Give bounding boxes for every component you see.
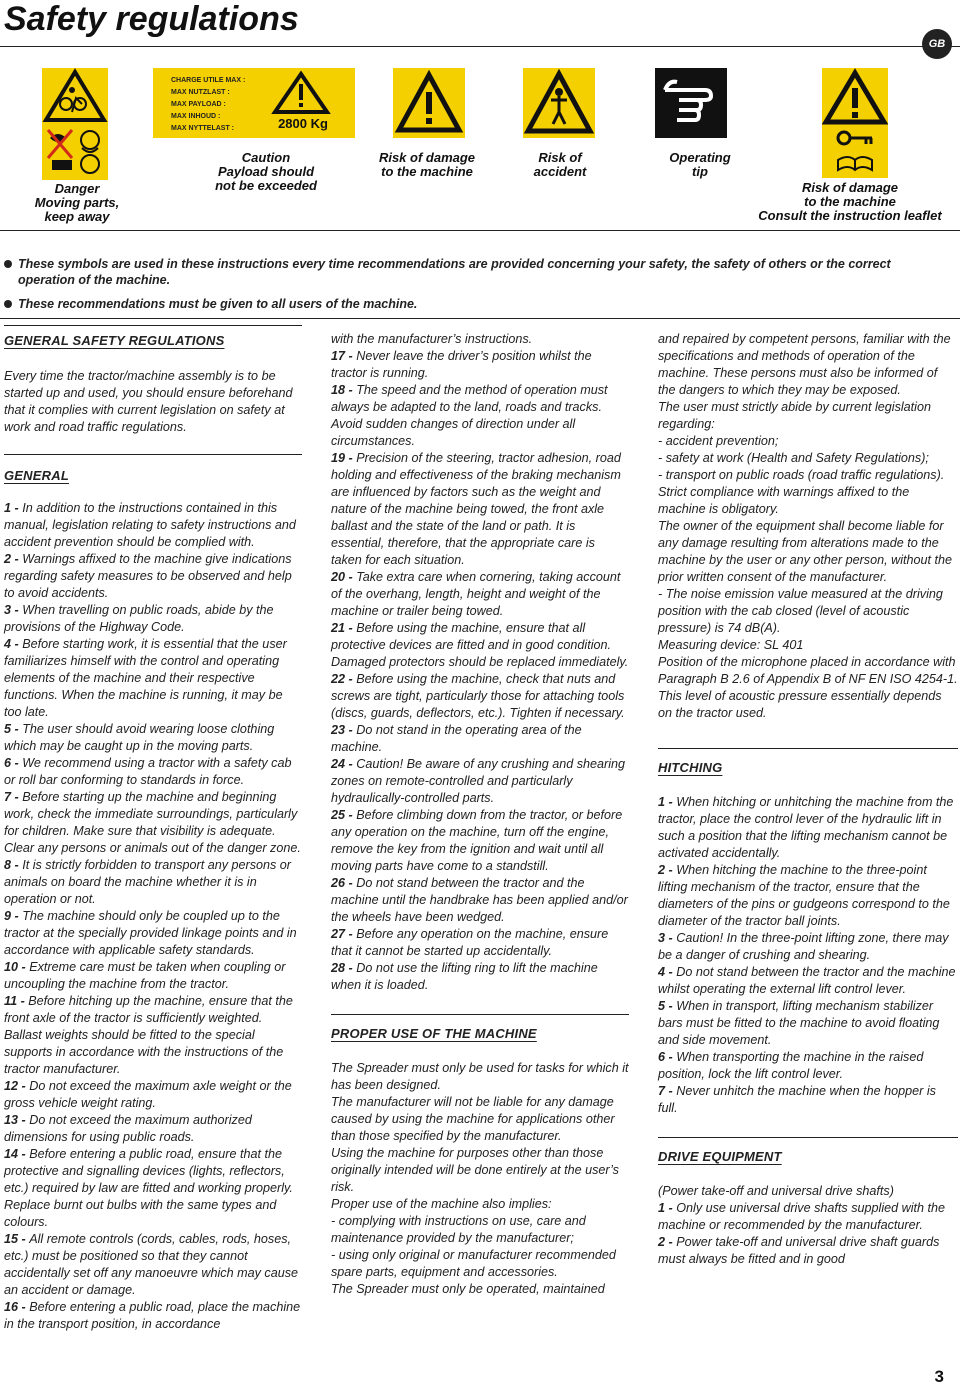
paragraph: with the manufacturer’s instructions. — [331, 332, 533, 346]
page-number: 3 — [934, 1367, 944, 1386]
section-heading: GENERAL SAFETY REGULATIONS — [4, 333, 225, 348]
item-number: 7 — [4, 790, 12, 804]
numbered-item: 13 - Do not exceed the maximum authorized dimensions for using public roads. — [4, 1113, 252, 1144]
section-heading: PROPER USE OF THE MACHINE — [331, 1026, 537, 1041]
numbered-item: 27 - Before any operation on the machine, ensure that it cannot be started up accidentally. — [331, 927, 609, 958]
paragraph: Using the machine for purposes other than those originally intended will be done entirely at the user’s risk. — [331, 1146, 619, 1194]
numbered-item: 2 - Warnings affixed to the machine give indications regarding safety measures to be observed and help to avoid accidents. — [4, 552, 292, 600]
item-number: 7 — [658, 1084, 666, 1098]
item-text: We recommend using a tractor with a safety cab or roll bar conforming to standards in force. — [4, 756, 292, 787]
section-heading: DRIVE EQUIPMENT — [658, 1149, 782, 1164]
symbol-caption: Risk of accident — [533, 150, 587, 179]
item-text: Do not stand between the tractor and the machine whilst operating the external lift control lever. — [658, 965, 956, 996]
item-number: 5 — [658, 999, 666, 1013]
item-number: 11 — [4, 994, 18, 1008]
paragraph: - The noise emission value measured at the driving position with the cab closed (level of acoustic pressure) is 74 dB(A). — [658, 587, 943, 635]
paragraph: Measuring device: SL 401 — [658, 638, 804, 652]
item-number: 1 — [658, 1201, 666, 1215]
item-number: 1 — [4, 501, 12, 515]
risk-of-damage-sign — [393, 68, 465, 138]
item-text: When transporting the machine in the raised position, lock the lift control lever. — [658, 1050, 924, 1081]
numbered-item: 6 - When transporting the machine in the raised position, lock the lift control lever. — [658, 1050, 924, 1081]
item-text: The speed and the method of operation must always be adapted to the land, roads and tracks. Avoid sudden changes of direction under all circumstances. — [331, 383, 608, 448]
numbered-item: 20 - Take extra care when cornering, taking account of the overhang, length, height and weight of the machine or trailer being towed. — [331, 570, 621, 618]
item-number: 22 — [331, 672, 346, 686]
item-text: Before using the machine, check that nuts and screws are tight, particularly those for attaching tools (discs, guards, deflectors, etc.). Tighten if necessary. — [331, 672, 625, 720]
item-number: 2 — [658, 863, 666, 877]
item-number: 8 — [4, 858, 12, 872]
symbol-caption: Danger Moving parts, keep away — [34, 181, 120, 224]
item-number: 2 — [4, 552, 12, 566]
item-text: Caution! Be aware of any crushing and shearing zones on remote-controlled and particularly hydraulically-controlled parts. — [331, 757, 626, 805]
page-title: Safety regulations — [4, 0, 299, 38]
risk-of-accident-sign — [523, 68, 595, 138]
item-number: 18 — [331, 383, 346, 397]
paragraph: The manufacturer will not be liable for any damage caused by using the machine for applications other than those specified by the manufacturer. — [331, 1095, 615, 1143]
numbered-item: 7 - Before starting up the machine and beginning work, check the immediate surroundings, particularly for children. Make sure that visibility is adequate. Clear any persons or animals out of the danger zone. — [4, 790, 301, 855]
item-number: 6 — [4, 756, 12, 770]
item-number: 17 — [331, 349, 346, 363]
paragraph: (Power take-off and universal drive shafts) — [658, 1184, 894, 1198]
item-text: Precision of the steering, tractor adhesion, road holding and effectiveness of the braking mechanism are influenced by factors such as the weight and nature of the machine being towed, the front axle ballast and the state of the land or path. It is essential, therefore, that the appropriate care is taken for each situation. — [331, 451, 621, 567]
payload-plate-line: CHARGE UTILE MAX : — [171, 77, 246, 84]
paragraph: The Spreader must only be used for tasks for which it has been designed. — [331, 1061, 629, 1092]
numbered-item: 25 - Before climbing down from the tractor, or before any operation on the machine, turn off the engine, remove the key from the ignition and wait until all moving parts have come to a standstill. — [331, 808, 623, 873]
symbol-caption: Risk of damage to the machine — [378, 150, 476, 179]
numbered-item: 2 - Power take-off and universal drive shaft guards must always be fitted and in good — [658, 1235, 940, 1266]
item-text: Extreme care must be taken when coupling or uncoupling the machine from the tractor. — [4, 960, 286, 991]
item-text: Before hitching up the machine, ensure that the front axle of the tractor is sufficiently weighted. Ballast weights should be fitted to the special supports in accordance with the instructions of the tractor manufacturer. — [4, 994, 293, 1076]
numbered-item: 26 - Do not stand between the tractor and the machine until the handbrake has been applied and/or the wheels have been wedged. — [331, 876, 628, 924]
numbered-item: 2 - When hitching the machine to the three-point lifting mechanism of the tractor, ensure that the diameters of the pins or gudgeons correspond to the diameter of the tractor ball joints. — [658, 863, 950, 928]
numbered-item: 5 - When in transport, lifting mechanism stabilizer bars must be fitted to the machine to avoid floating and side movement. — [658, 999, 940, 1047]
operating-tip-sign — [655, 68, 727, 138]
item-number: 28 — [331, 961, 346, 975]
payload-plate-line: MAX INHOUD : — [171, 113, 221, 120]
numbered-item: 17 - Never leave the driver’s position whilst the tractor is running. — [331, 349, 592, 380]
item-text: Never unhitch the machine when the hopper is full. — [658, 1084, 936, 1115]
item-text: Caution! In the three-point lifting zone, there may be a danger of crushing and shearing. — [658, 931, 949, 962]
section-heading: GENERAL — [4, 468, 69, 483]
paragraph: Every time the tractor/machine assembly is to be started up and used, you should ensure beforehand that it complies with current legislation on safety at work and road traffic regulations. — [4, 369, 293, 434]
item-text: Before entering a public road, place the machine in the transport position, in accordance — [4, 1300, 301, 1331]
item-text: Before climbing down from the tractor, or before any operation on the machine, turn off the engine, remove the key from the ignition and wait until all moving parts have come to a standstill. — [331, 808, 623, 873]
item-text: When hitching the machine to the three-point lifting mechanism of the tractor, ensure that the diameters of the pins or gudgeons correspond to the diameter of the tractor ball joints. — [658, 863, 950, 928]
paragraph: - complying with instructions on use, care and maintenance provided by the manufacturer; — [331, 1214, 586, 1245]
consult-leaflet-icon — [822, 68, 888, 178]
numbered-item: 16 - Before entering a public road, place the machine in the transport position, in accordance — [4, 1300, 301, 1331]
numbered-item: 7 - Never unhitch the machine when the hopper is full. — [658, 1084, 936, 1115]
paragraph: - using only original or manufacturer recommended spare parts, equipment and accessories. — [331, 1248, 616, 1279]
item-text: Do not stand in the operating area of the machine. — [331, 723, 582, 754]
column-3 — [658, 331, 958, 1268]
language-badge: GB — [922, 29, 952, 59]
item-text: Before starting work, it is essential that the user familiarizes himself with the control and operating elements of the machine and their respective functions. When the machine is running, it may be too late. — [4, 637, 287, 719]
numbered-item: 19 - Precision of the steering, tractor adhesion, road holding and effectiveness of the braking mechanism are influenced by factors such as the weight and nature of the machine being towed, the front axle ballast and the state of the land or path. It is essential, therefore, that the appropriate care is taken for each situation. — [331, 451, 621, 567]
symbols-rule — [0, 230, 960, 231]
item-text: Before starting up the machine and beginning work, check the immediate surroundings, particularly for children. Make sure that visibility is adequate. Clear any persons or animals out of the danger zone. — [4, 790, 301, 855]
item-text: Do not use the lifting ring to lift the machine when it is loaded. — [331, 961, 598, 992]
item-number: 14 — [4, 1147, 19, 1161]
item-number: 4 — [658, 965, 666, 979]
danger-moving-parts-icon — [42, 68, 108, 180]
payload-value: 2800 Kg — [278, 116, 328, 131]
item-text: Before entering a public road, ensure that the protective and signalling devices (lights, reflectors, etc.) required by law are fitted and working properly. Replace burnt out bulbs with the same types and colours. — [4, 1147, 293, 1229]
max-payload-sign — [153, 68, 355, 138]
payload-plate-line: MAX PAYLOAD : — [171, 101, 226, 108]
item-text: Do not exceed the maximum authorized dimensions for using public roads. — [4, 1113, 252, 1144]
numbered-item: 15 - All remote controls (cords, cables, rods, hoses, etc.) must be positioned so that they cannot accidentally set off any manoeuvre which may cause an accident or damage. — [4, 1232, 299, 1297]
paragraph: and repaired by competent persons, familiar with the specifications and methods of operation of the machine. These persons must also be informed of the dangers to which they may be exposed. — [658, 332, 951, 397]
numbered-item: 3 - Caution! In the three-point lifting zone, there may be a danger of crushing and shearing. — [658, 931, 949, 962]
item-number: 12 — [4, 1079, 19, 1093]
numbered-item: 12 - Do not exceed the maximum axle weight or the gross vehicle weight rating. — [4, 1079, 292, 1110]
pointing-hand-icon — [655, 68, 727, 138]
numbered-item: 23 - Do not stand in the operating area of the machine. — [331, 723, 582, 754]
paragraph: The owner of the equipment shall become liable for any damage resulting from alterations made to the machine by the user or any other person, without the prior written consent of the manufacturer. — [658, 519, 953, 584]
paragraph: - transport on public roads (road traffic regulations). — [658, 468, 945, 482]
item-number: 27 — [331, 927, 346, 941]
symbol-caption: Operating tip — [669, 150, 731, 179]
item-text: Do not exceed the maximum axle weight or the gross vehicle weight rating. — [4, 1079, 292, 1110]
item-text: Never leave the driver’s position whilst the tractor is running. — [331, 349, 592, 380]
item-number: 3 — [658, 931, 666, 945]
numbered-item: 10 - Extreme care must be taken when coupling or uncoupling the machine from the tractor. — [4, 960, 286, 991]
item-text: Take extra care when cornering, taking account of the overhang, length, height and weight of the machine or trailer being towed. — [331, 570, 621, 618]
danger-moving-parts-sign — [42, 68, 108, 180]
item-text: Do not stand between the tractor and the machine until the handbrake has been applied and/or the wheels have been wedged. — [331, 876, 628, 924]
item-number: 2 — [658, 1235, 666, 1249]
item-number: 10 — [4, 960, 19, 974]
person-warning-icon — [523, 68, 595, 138]
item-text: Before any operation on the machine, ensure that it cannot be started up accidentally. — [331, 927, 609, 958]
paragraph: The user must strictly abide by current legislation regarding: — [658, 400, 931, 431]
paragraph: Proper use of the machine also implies: — [331, 1197, 552, 1211]
header-rule — [0, 46, 960, 47]
numbered-item: 18 - The speed and the method of operation must always be adapted to the land, roads and tracks. Avoid sudden changes of direction under all circumstances. — [331, 383, 608, 448]
intro-bullet: These recommendations must be given to all users of the machine. — [4, 296, 944, 312]
item-text: When travelling on public roads, abide by the provisions of the Highway Code. — [4, 603, 274, 634]
numbered-item: 3 - When travelling on public roads, abide by the provisions of the Highway Code. — [4, 603, 274, 634]
item-number: 19 — [331, 451, 346, 465]
numbered-item: 1 - In addition to the instructions contained in this manual, legislation relating to safety instructions and accident prevention should be complied with. — [4, 501, 296, 549]
column-1 — [4, 328, 302, 1333]
item-number: 6 — [658, 1050, 666, 1064]
item-number: 9 — [4, 909, 12, 923]
item-text: When in transport, lifting mechanism stabilizer bars must be fitted to the machine to avoid floating and side movement. — [658, 999, 940, 1047]
item-text: Only use universal drive shafts supplied with the machine or recommended by the manufacturer. — [658, 1201, 946, 1232]
bullet-icon — [4, 300, 12, 308]
payload-plate-line: MAX NUTZLAST : — [171, 89, 230, 96]
numbered-item: 11 - Before hitching up the machine, ensure that the front axle of the tractor is sufficiently weighted. Ballast weights should be fitted to the special supports in accordance with the instructions of the tractor manufacturer. — [4, 994, 293, 1076]
consult-leaflet-sign — [822, 68, 888, 178]
item-number: 25 — [331, 808, 346, 822]
symbol-caption: Caution Payload should not be exceeded — [215, 150, 317, 193]
item-text: All remote controls (cords, cables, rods, hoses, etc.) must be positioned so that they cannot accidentally set off any manoeuvre which may cause an accident or damage. — [4, 1232, 299, 1297]
item-number: 23 — [331, 723, 346, 737]
item-number: 5 — [4, 722, 12, 736]
intro-rule — [0, 318, 960, 319]
item-text: It is strictly forbidden to transport any persons or animals on board the machine whether it is in operation or not. — [4, 858, 292, 906]
numbered-item: 6 - We recommend using a tractor with a safety cab or roll bar conforming to standards in force. — [4, 756, 292, 787]
paragraph: This level of acoustic pressure essentially depends on the tractor used. — [658, 689, 942, 720]
item-number: 26 — [331, 876, 346, 890]
item-text: The user should avoid wearing loose clothing which may be caught up in the moving parts. — [4, 722, 275, 753]
item-text: In addition to the instructions contained in this manual, legislation relating to safety instructions and accident prevention should be complied with. — [4, 501, 296, 549]
numbered-item: 24 - Caution! Be aware of any crushing and shearing zones on remote-controlled and particularly hydraulically-controlled parts. — [331, 757, 626, 805]
paragraph: Strict compliance with warnings affixed to the machine is obligatory. — [658, 485, 910, 516]
item-text: Before using the machine, ensure that all protective devices are fitted and in good condition. Damaged protectors should be replaced immediately. — [331, 621, 629, 669]
item-number: 16 — [4, 1300, 19, 1314]
symbol-caption: Risk of damage to the machine Consult the instruction leaflet — [758, 180, 942, 223]
numbered-item: 1 - When hitching or unhitching the machine from the tractor, place the control lever of the hydraulic lift in such a position that the lifting mechanism cannot be activated accidentally. — [658, 795, 954, 860]
numbered-item: 4 - Before starting work, it is essential that the user familiarizes himself with the control and operating elements of the machine and their respective functions. When the machine is running, it may be too late. — [4, 637, 287, 719]
intro-bullet: These symbols are used in these instructions every time recommendations are provided concerning your safety, the safety of others or the correct operation of the machine. — [4, 256, 944, 288]
item-text: When hitching or unhitching the machine from the tractor, place the control lever of the hydraulic lift in such a position that the lifting mechanism cannot be activated accidentally. — [658, 795, 954, 860]
numbered-item: 1 - Only use universal drive shafts supplied with the machine or recommended by the manufacturer. — [658, 1201, 946, 1232]
item-number: 15 — [4, 1232, 19, 1246]
paragraph: - accident prevention; — [658, 434, 779, 448]
item-number: 13 — [4, 1113, 19, 1127]
item-number: 3 — [4, 603, 12, 617]
paragraph: The Spreader must only be operated, maintained — [331, 1282, 605, 1296]
numbered-item: 4 - Do not stand between the tractor and the machine whilst operating the external lift control lever. — [658, 965, 956, 996]
numbered-item: 28 - Do not use the lifting ring to lift the machine when it is loaded. — [331, 961, 598, 992]
column-2 — [331, 331, 629, 1298]
warning-triangle-icon — [393, 68, 465, 138]
item-number: 4 — [4, 637, 12, 651]
numbered-item: 14 - Before entering a public road, ensure that the protective and signalling devices (lights, reflectors, etc.) required by law are fitted and working properly. Replace burnt out bulbs with the same types and colours. — [4, 1147, 293, 1229]
numbered-item: 21 - Before using the machine, ensure that all protective devices are fitted and in good condition. Damaged protectors should be replaced immediately. — [331, 621, 629, 669]
item-text: The machine should only be coupled up to the tractor at the specially provided linkage points and in accordance with applicable safety standards. — [4, 909, 297, 957]
item-text: Warnings affixed to the machine give indications regarding safety measures to be observed and help to avoid accidents. — [4, 552, 292, 600]
payload-plate-line: MAX NYTTELAST : — [171, 125, 234, 132]
item-number: 21 — [331, 621, 346, 635]
numbered-item: 8 - It is strictly forbidden to transport any persons or animals on board the machine whether it is in operation or not. — [4, 858, 292, 906]
bullet-icon — [4, 260, 12, 268]
section-heading: HITCHING — [658, 760, 723, 775]
numbered-item: 22 - Before using the machine, check that nuts and screws are tight, particularly those for attaching tools (discs, guards, deflectors, etc.). Tighten if necessary. — [331, 672, 625, 720]
numbered-item: 5 - The user should avoid wearing loose clothing which may be caught up in the moving parts. — [4, 722, 275, 753]
item-text: Power take-off and universal drive shaft guards must always be fitted and in good — [658, 1235, 940, 1266]
item-number: 1 — [658, 795, 666, 809]
paragraph: - safety at work (Health and Safety Regulations); — [658, 451, 929, 465]
paragraph: Position of the microphone placed in accordance with Paragraph B 2.6 of Appendix B of NF EN ISO 4254-1. — [658, 655, 958, 686]
item-number: 24 — [331, 757, 346, 771]
numbered-item: 9 - The machine should only be coupled up to the tractor at the specially provided linkage points and in accordance with applicable safety standards. — [4, 909, 297, 957]
item-number: 20 — [331, 570, 346, 584]
